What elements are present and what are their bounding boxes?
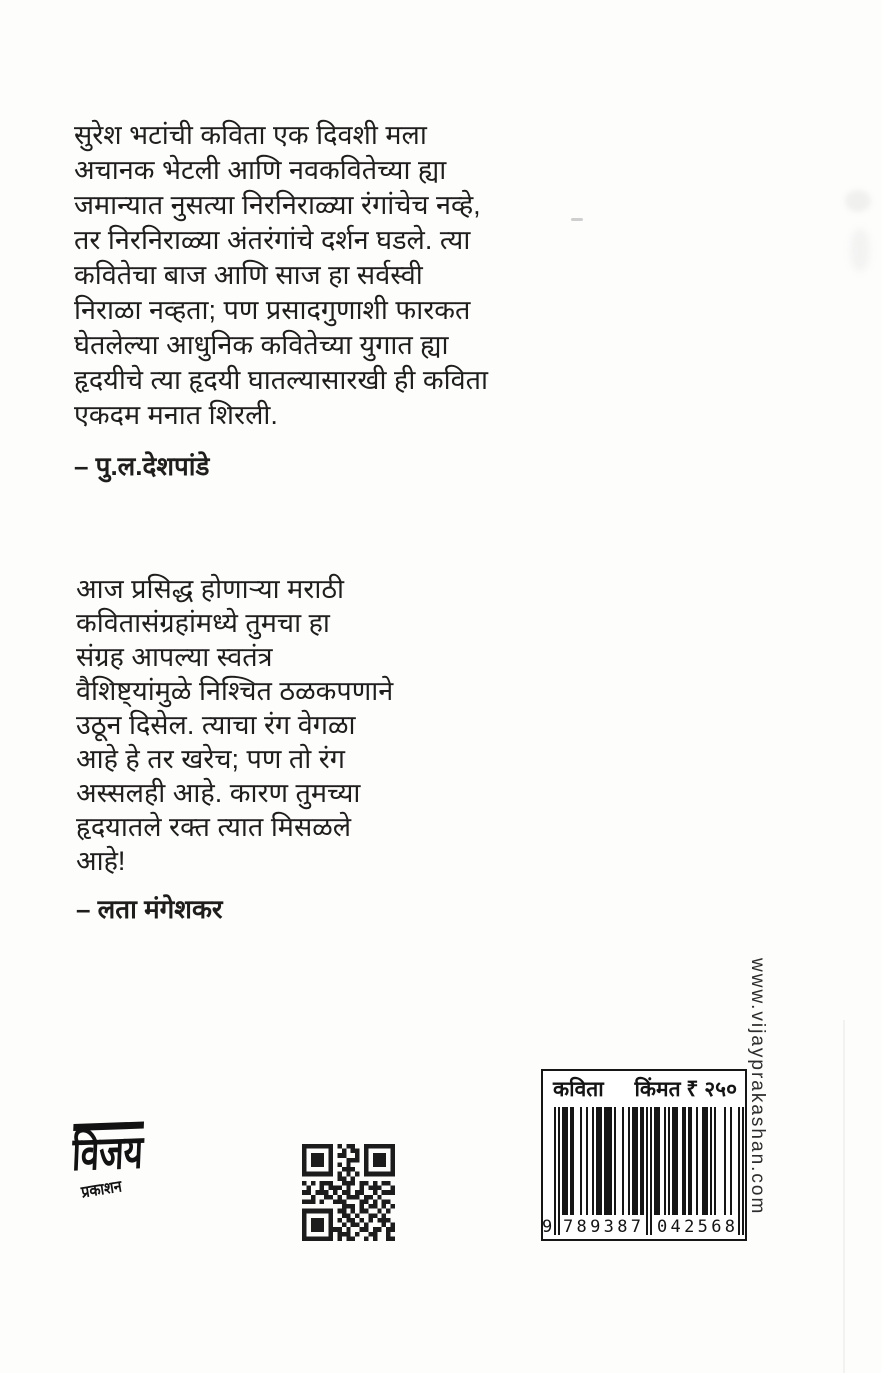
isbn-group2: 0 4 2 5 6 8: [654, 1215, 738, 1237]
blurb-line: आहे!: [76, 846, 126, 876]
blurb-line: घेतलेल्या आधुनिक कवितेच्या युगात ह्या: [74, 330, 449, 360]
barcode-panel: [541, 1069, 747, 1241]
qr-modules: [302, 1144, 395, 1241]
blurb-line: आज प्रसिद्ध होणाऱ्या मराठी: [76, 574, 345, 604]
blurb-line: सुरेश भटांची कविता एक दिवशी मला: [74, 120, 427, 150]
ean13-barcode: [542, 1107, 744, 1237]
scan-smudge: [845, 190, 871, 212]
blurb-line: संग्रह आपल्या स्वतंत्र: [76, 642, 273, 672]
logo-word-vijay: विजय: [71, 1121, 144, 1176]
isbn-lead-digit: 9: [542, 1217, 553, 1237]
scan-mark: [571, 218, 583, 221]
blurb-line: तर निरनिराळ्या अंतरंगांचे दर्शन घडले. त्या: [74, 225, 471, 255]
vijay-prakashan-logo-icon: [71, 1120, 189, 1269]
blurb-line: अस्सलही आहे. कारण तुमच्या: [76, 778, 361, 808]
scan-crease: [843, 1020, 845, 1373]
blurb-line: उठून दिसेल. त्याचा रंग वेगळा: [76, 710, 356, 740]
blurb-line: कवितेचा बाज आणि साज हा सर्वस्वी: [74, 260, 423, 290]
barcode-header: [543, 1071, 745, 1103]
blurb-line: अचानक भेटली आणि नवकवितेच्या ह्या: [74, 155, 447, 185]
blurb-pl-deshpande: [74, 118, 584, 483]
qr-code-icon: [302, 1144, 395, 1241]
category-label: कविता: [553, 1078, 604, 1101]
blurb-line: हृदयीचे त्या हृदयी घातल्यासारखी ही कविता: [74, 365, 488, 395]
blurb-line: वैशिष्ट्यांमुळे निश्चित ठळकपणाने: [76, 676, 394, 706]
blurb-line: कवितासंग्रहांमध्ये तुमचा हा: [76, 608, 330, 638]
scan-smudge: [850, 228, 870, 272]
blurb-line: जमान्यात नुसत्या निरनिराळ्या रंगांचेच नव्हे,: [74, 190, 481, 220]
logo-word-prakashan: प्रकाशन: [80, 1178, 124, 1202]
blurb-line: निराळा नव्हता; पण प्रसादगुणाशी फारकत: [74, 295, 471, 325]
isbn-group1: 7 8 9 3 8 7: [560, 1215, 644, 1237]
blurb-line: हृदयातले रक्त त्यात मिसळले: [76, 812, 352, 842]
attribution-lata-mangeshkar: – लता मंगेशकर: [76, 894, 223, 924]
blurb-lata-mangeshkar: [76, 572, 496, 926]
price-label: किंमत ₹ २५०: [634, 1078, 737, 1101]
publisher-website-url: www.vijayprakashan.com: [747, 958, 768, 1216]
attribution-pl-deshpande: – पु.ल.देशपांडे: [74, 451, 210, 481]
blurb-line: एकदम मनात शिरली.: [74, 400, 278, 430]
blurb-line: आहे हे तर खरेच; पण तो रंग: [76, 744, 345, 774]
